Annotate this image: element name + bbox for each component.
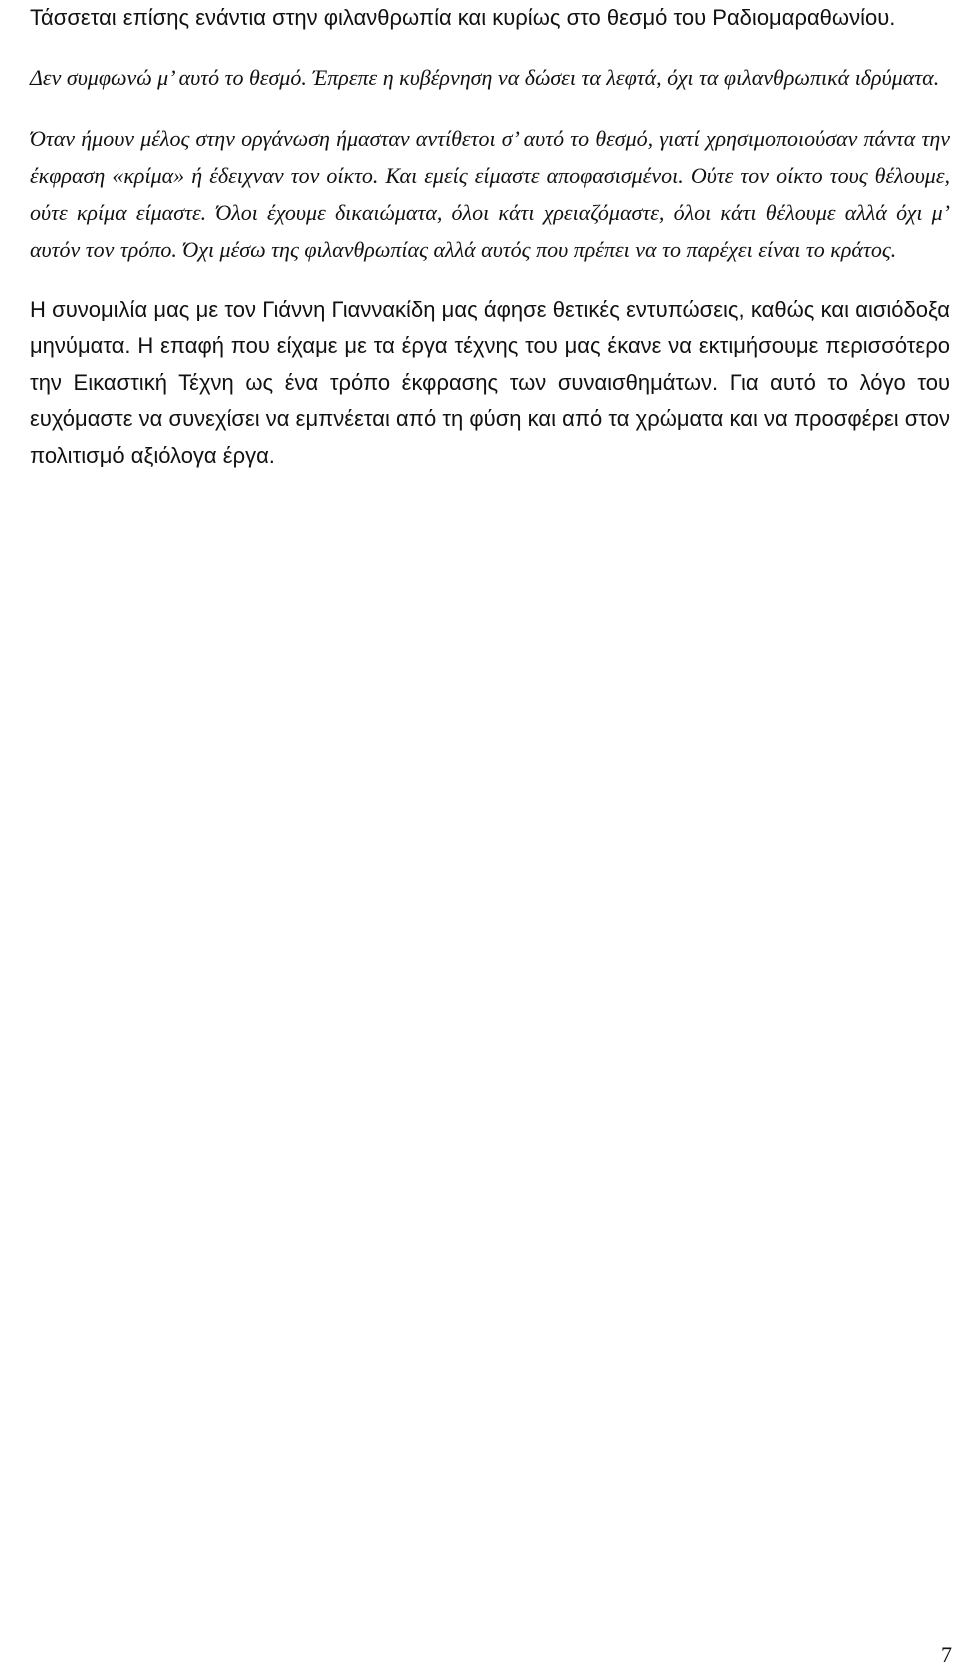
quote-paragraph-1: Δεν συμφωνώ μ’ αυτό το θεσμό. Έπρεπε η κυβέρνηση να δώσει τα λεφτά, όχι τα φιλανθρωπικά ιδρύματα. [30, 64, 940, 90]
paragraph-intro: Τάσσεται επίσης ενάντια στην φιλανθρωπία και κυρίως στο θεσμό του Ραδιομαραθωνίου. [30, 5, 896, 30]
page-body [30, 0, 950, 474]
quote-paragraph-2: Όταν ήμουν μέλος στην οργάνωση ήμασταν αντίθετοι σ’ αυτό το θεσμό, γιατί χρησιμοποιούσαν πάντα την έκφραση «κρίμα» ή έδειχναν τον οίκτο. Και εμείς είμαστε αποφασισμένοι. Ούτε τον οίκτο τους θέλουμε, ούτε κρίμα είμαστε. Όλοι έχουμε δικαιώματα, όλοι κάτι χρειαζόμαστε, όλοι κάτι θέλουμε αλλά όχι μ’ αυτόν τον τρόπο. Όχι μέσω της φιλανθρωπίας αλλά αυτός που πρέπει να το παρέχει είναι το κράτος. [30, 125, 950, 262]
page-number: 7 [941, 1642, 952, 1667]
paragraph-conclusion: Η συνομιλία μας με τον Γιάννη Γιαννακίδη μας άφησε θετικές εντυπώσεις, καθώς και αισιόδοξα μηνύματα. Η επαφή που είχαμε με τα έργα τέχνης του μας έκανε να εκτιμήσουμε περισσότερο την Εικαστική Τέχνη ως ένα τρόπο έκφρασης των συναισθημάτων. Για αυτό το λόγο του ευχόμαστε να συνεχίσει να εμπνέεται από τη φύση και από τα χρώματα και να προσφέρει στον πολιτισμό αξιόλογα έργα. [30, 296, 950, 468]
